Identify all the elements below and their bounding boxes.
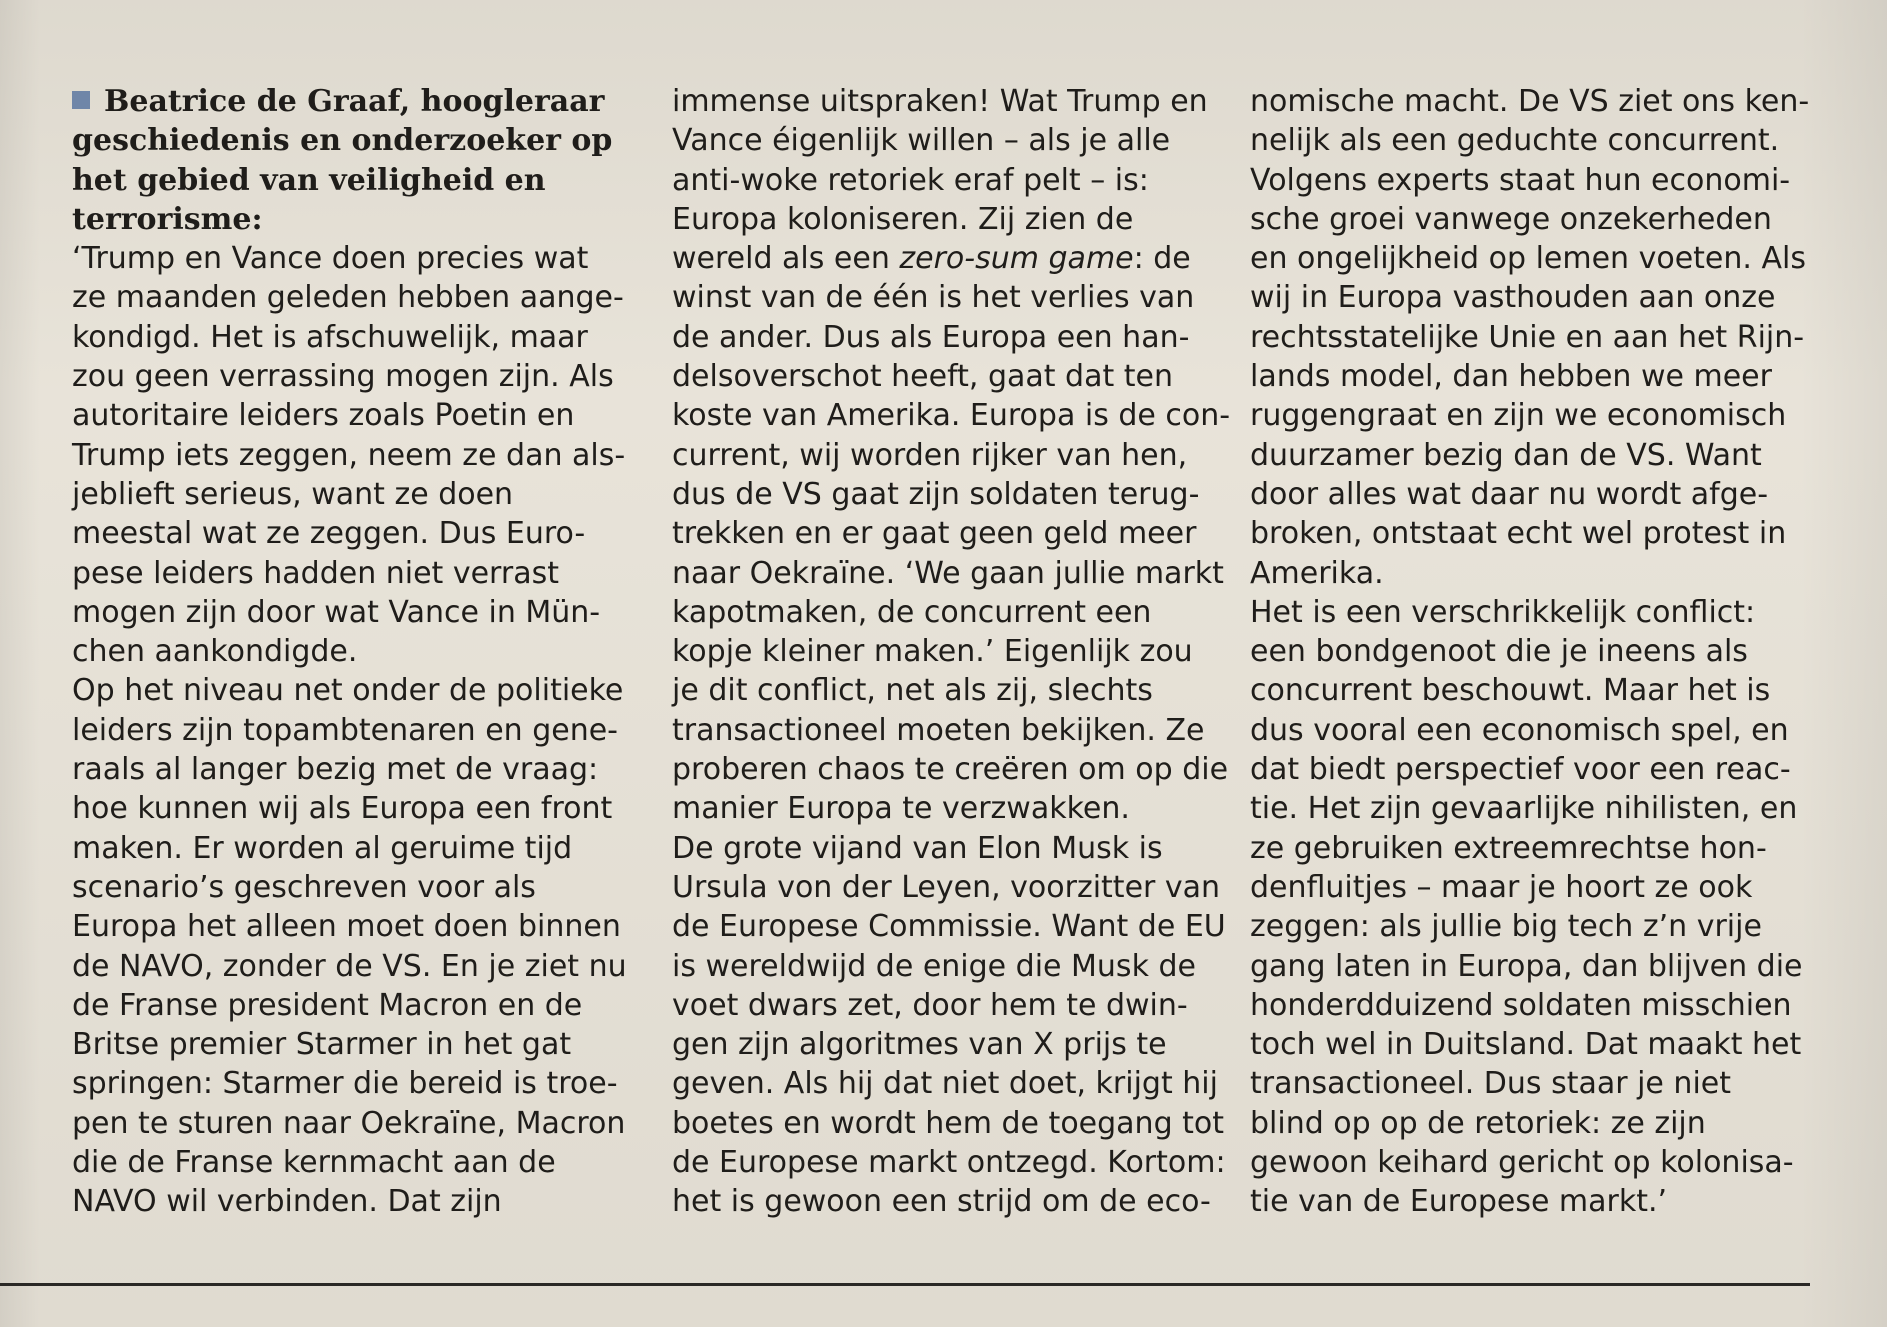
text-line: de Europese Commissie. Want de EU xyxy=(672,909,1226,945)
text-line: geven. Als hij dat niet doet, krijgt hij xyxy=(672,1066,1218,1102)
text-line: broken, ontstaat echt wel protest in xyxy=(1250,516,1787,552)
text-line: is wereldwijd de enige die Musk de xyxy=(672,948,1196,984)
text-line: je dit conflict, net als zij, slechts xyxy=(672,673,1153,709)
text-line: door alles wat daar nu wordt afge- xyxy=(1250,476,1769,512)
text-line: Trump iets zeggen, neem ze dan als- xyxy=(72,437,626,473)
text-line: naar Oekraïne. ‘We gaan jullie markt xyxy=(672,555,1224,591)
text-line: toch wel in Duitsland. Dat maakt het xyxy=(1250,1027,1802,1063)
text-line: sche groei vanwege onzekerheden xyxy=(1250,201,1772,237)
text-line: honderdduizend soldaten misschien xyxy=(1250,987,1792,1023)
text-line: kondigd. Het is afschuwelijk, maar xyxy=(72,319,588,355)
square-bullet-icon xyxy=(72,91,90,109)
text-line: current, wij worden rijker van hen, xyxy=(672,437,1188,473)
text-line: nomische macht. De VS ziet ons ken- xyxy=(1250,84,1810,119)
byline-line: geschiedenis en onderzoeker op xyxy=(72,123,613,159)
text-line: scenario’s geschreven voor als xyxy=(72,869,536,905)
text-line: mogen zijn door wat Vance in Mün- xyxy=(72,594,601,630)
text-line: NAVO wil verbinden. Dat zijn xyxy=(72,1184,502,1220)
text-line: leiders zijn topambtenaren en gene- xyxy=(72,712,619,748)
text-line: pese leiders hadden niet verrast xyxy=(72,555,559,591)
text-line: Volgens experts staat hun economi- xyxy=(1250,162,1791,198)
text-line: proberen chaos te creëren om op die xyxy=(672,752,1229,788)
text-line: kopje kleiner maken.’ Eigenlijk zou xyxy=(672,634,1193,670)
text-line: manier Europa te verzwakken. xyxy=(672,791,1130,827)
text-line: en ongelijkheid op lemen voeten. Als xyxy=(1250,241,1806,277)
text-line: trekken en er gaat geen geld meer xyxy=(672,516,1197,552)
text-line: gang laten in Europa, dan blijven die xyxy=(1250,948,1803,984)
text-line: ‘Trump en Vance doen precies wat xyxy=(72,241,589,277)
text-line: denfluitjes – maar je hoort ze ook xyxy=(1250,869,1753,905)
text-line: anti-woke retoriek eraf pelt – is: xyxy=(672,162,1149,198)
text-line: de Franse president Macron en de xyxy=(72,987,583,1023)
column-2 xyxy=(672,82,1232,1222)
text-line: De grote vijand van Elon Musk is xyxy=(672,830,1163,866)
text-line: Het is een verschrikkelijk conflict: xyxy=(1250,594,1756,630)
text-line: het is gewoon een strijd om de eco- xyxy=(672,1184,1211,1220)
text-line: lands model, dan hebben we meer xyxy=(1250,359,1772,395)
text-line: de Europese markt ontzegd. Kortom: xyxy=(672,1145,1226,1181)
text-line: chen aankondigde. xyxy=(72,634,358,670)
text-line: blind op op de retoriek: ze zijn xyxy=(1250,1105,1706,1141)
text-line: tie van de Europese markt.’ xyxy=(1250,1184,1668,1220)
text-line: gewoon keihard gericht op kolonisa- xyxy=(1250,1145,1794,1181)
text-line: ze gebruiken extreemrechtse hon- xyxy=(1250,830,1767,866)
text-line: Europa koloniseren. Zij zien de xyxy=(672,201,1134,237)
byline-line: terrorisme: xyxy=(72,201,263,237)
text-line: springen: Starmer die bereid is troe- xyxy=(72,1066,618,1102)
text-line: delsoverschot heeft, gaat dat ten xyxy=(672,359,1174,395)
text-line: de NAVO, zonder de VS. En je ziet nu xyxy=(72,948,627,984)
text-line: transactioneel moeten bekijken. Ze xyxy=(672,712,1205,748)
text-line: Vance éigenlijk willen – als je alle xyxy=(672,123,1171,159)
text-line: ruggengraat en zijn we economisch xyxy=(1250,398,1787,434)
text-line: koste van Amerika. Europa is de con- xyxy=(672,398,1231,434)
text-line: immense uitspraken! Wat Trump en xyxy=(672,84,1208,119)
text-line: een bondgenoot die je ineens als xyxy=(1250,634,1748,670)
text-line: raals al langer bezig met de vraag: xyxy=(72,752,599,788)
text-line: maken. Er worden al geruime tijd xyxy=(72,830,573,866)
text-line: Britse premier Starmer in het gat xyxy=(72,1027,572,1063)
text-line: jeblieft serieus, want ze doen xyxy=(72,476,514,512)
text-line: wij in Europa vasthouden aan onze xyxy=(1250,280,1776,316)
text-line: voet dwars zet, door hem te dwin- xyxy=(672,987,1188,1023)
text-line: duurzamer bezig dan de VS. Want xyxy=(1250,437,1762,473)
text-line: kapotmaken, de concurrent een xyxy=(672,594,1152,630)
text-line: Europa het alleen moet doen binnen xyxy=(72,909,621,945)
text-line: winst van de één is het verlies van xyxy=(672,280,1195,316)
text-line: Ursula von der Leyen, voorzitter van xyxy=(672,869,1221,905)
text-line: concurrent beschouwt. Maar het is xyxy=(1250,673,1771,709)
text-line: Amerika. xyxy=(1250,555,1384,591)
text-line: gen zijn algoritmes van X prijs te xyxy=(672,1027,1167,1063)
text-line: Op het niveau net onder de politieke xyxy=(72,673,624,709)
text-line: autoritaire leiders zoals Poetin en xyxy=(72,398,575,434)
byline-line: het gebied van veiligheid en xyxy=(72,162,546,198)
text-line: de ander. Dus als Europa een han- xyxy=(672,319,1190,355)
text-line: boetes en wordt hem de toegang tot xyxy=(672,1105,1225,1141)
text-line: zou geen verrassing mogen zijn. Als xyxy=(72,359,614,395)
text-line: nelijk als een geduchte concurrent. xyxy=(1250,123,1780,159)
text-line: wereld als een zero-sum game: de xyxy=(672,241,1191,277)
text-line: dus de VS gaat zijn soldaten terug- xyxy=(672,476,1200,512)
italic-phrase: zero-sum game xyxy=(899,241,1134,277)
text-line: die de Franse kernmacht aan de xyxy=(72,1145,556,1181)
text-line: transactioneel. Dus staar je niet xyxy=(1250,1066,1731,1102)
text-line: pen te sturen naar Oekraïne, Macron xyxy=(72,1105,626,1141)
text-line: hoe kunnen wij als Europa een front xyxy=(72,791,613,827)
text-line: dat biedt perspectief voor een reac- xyxy=(1250,752,1791,788)
text-line: tie. Het zijn gevaarlijke nihilisten, en xyxy=(1250,791,1798,827)
column-1 xyxy=(72,82,632,1222)
column-3 xyxy=(1250,82,1810,1222)
text-line: ze maanden geleden hebben aange- xyxy=(72,280,624,316)
text-line: zeggen: als jullie big tech z’n vrije xyxy=(1250,909,1762,945)
text-line: meestal wat ze zeggen. Dus Euro- xyxy=(72,516,586,552)
text-line: rechtsstatelijke Unie en aan het Rijn- xyxy=(1250,319,1805,355)
text-line: dus vooral een economisch spel, en xyxy=(1250,712,1789,748)
byline-line: Beatrice de Graaf, hoogleraar xyxy=(72,82,632,121)
bottom-rule xyxy=(0,1283,1810,1286)
